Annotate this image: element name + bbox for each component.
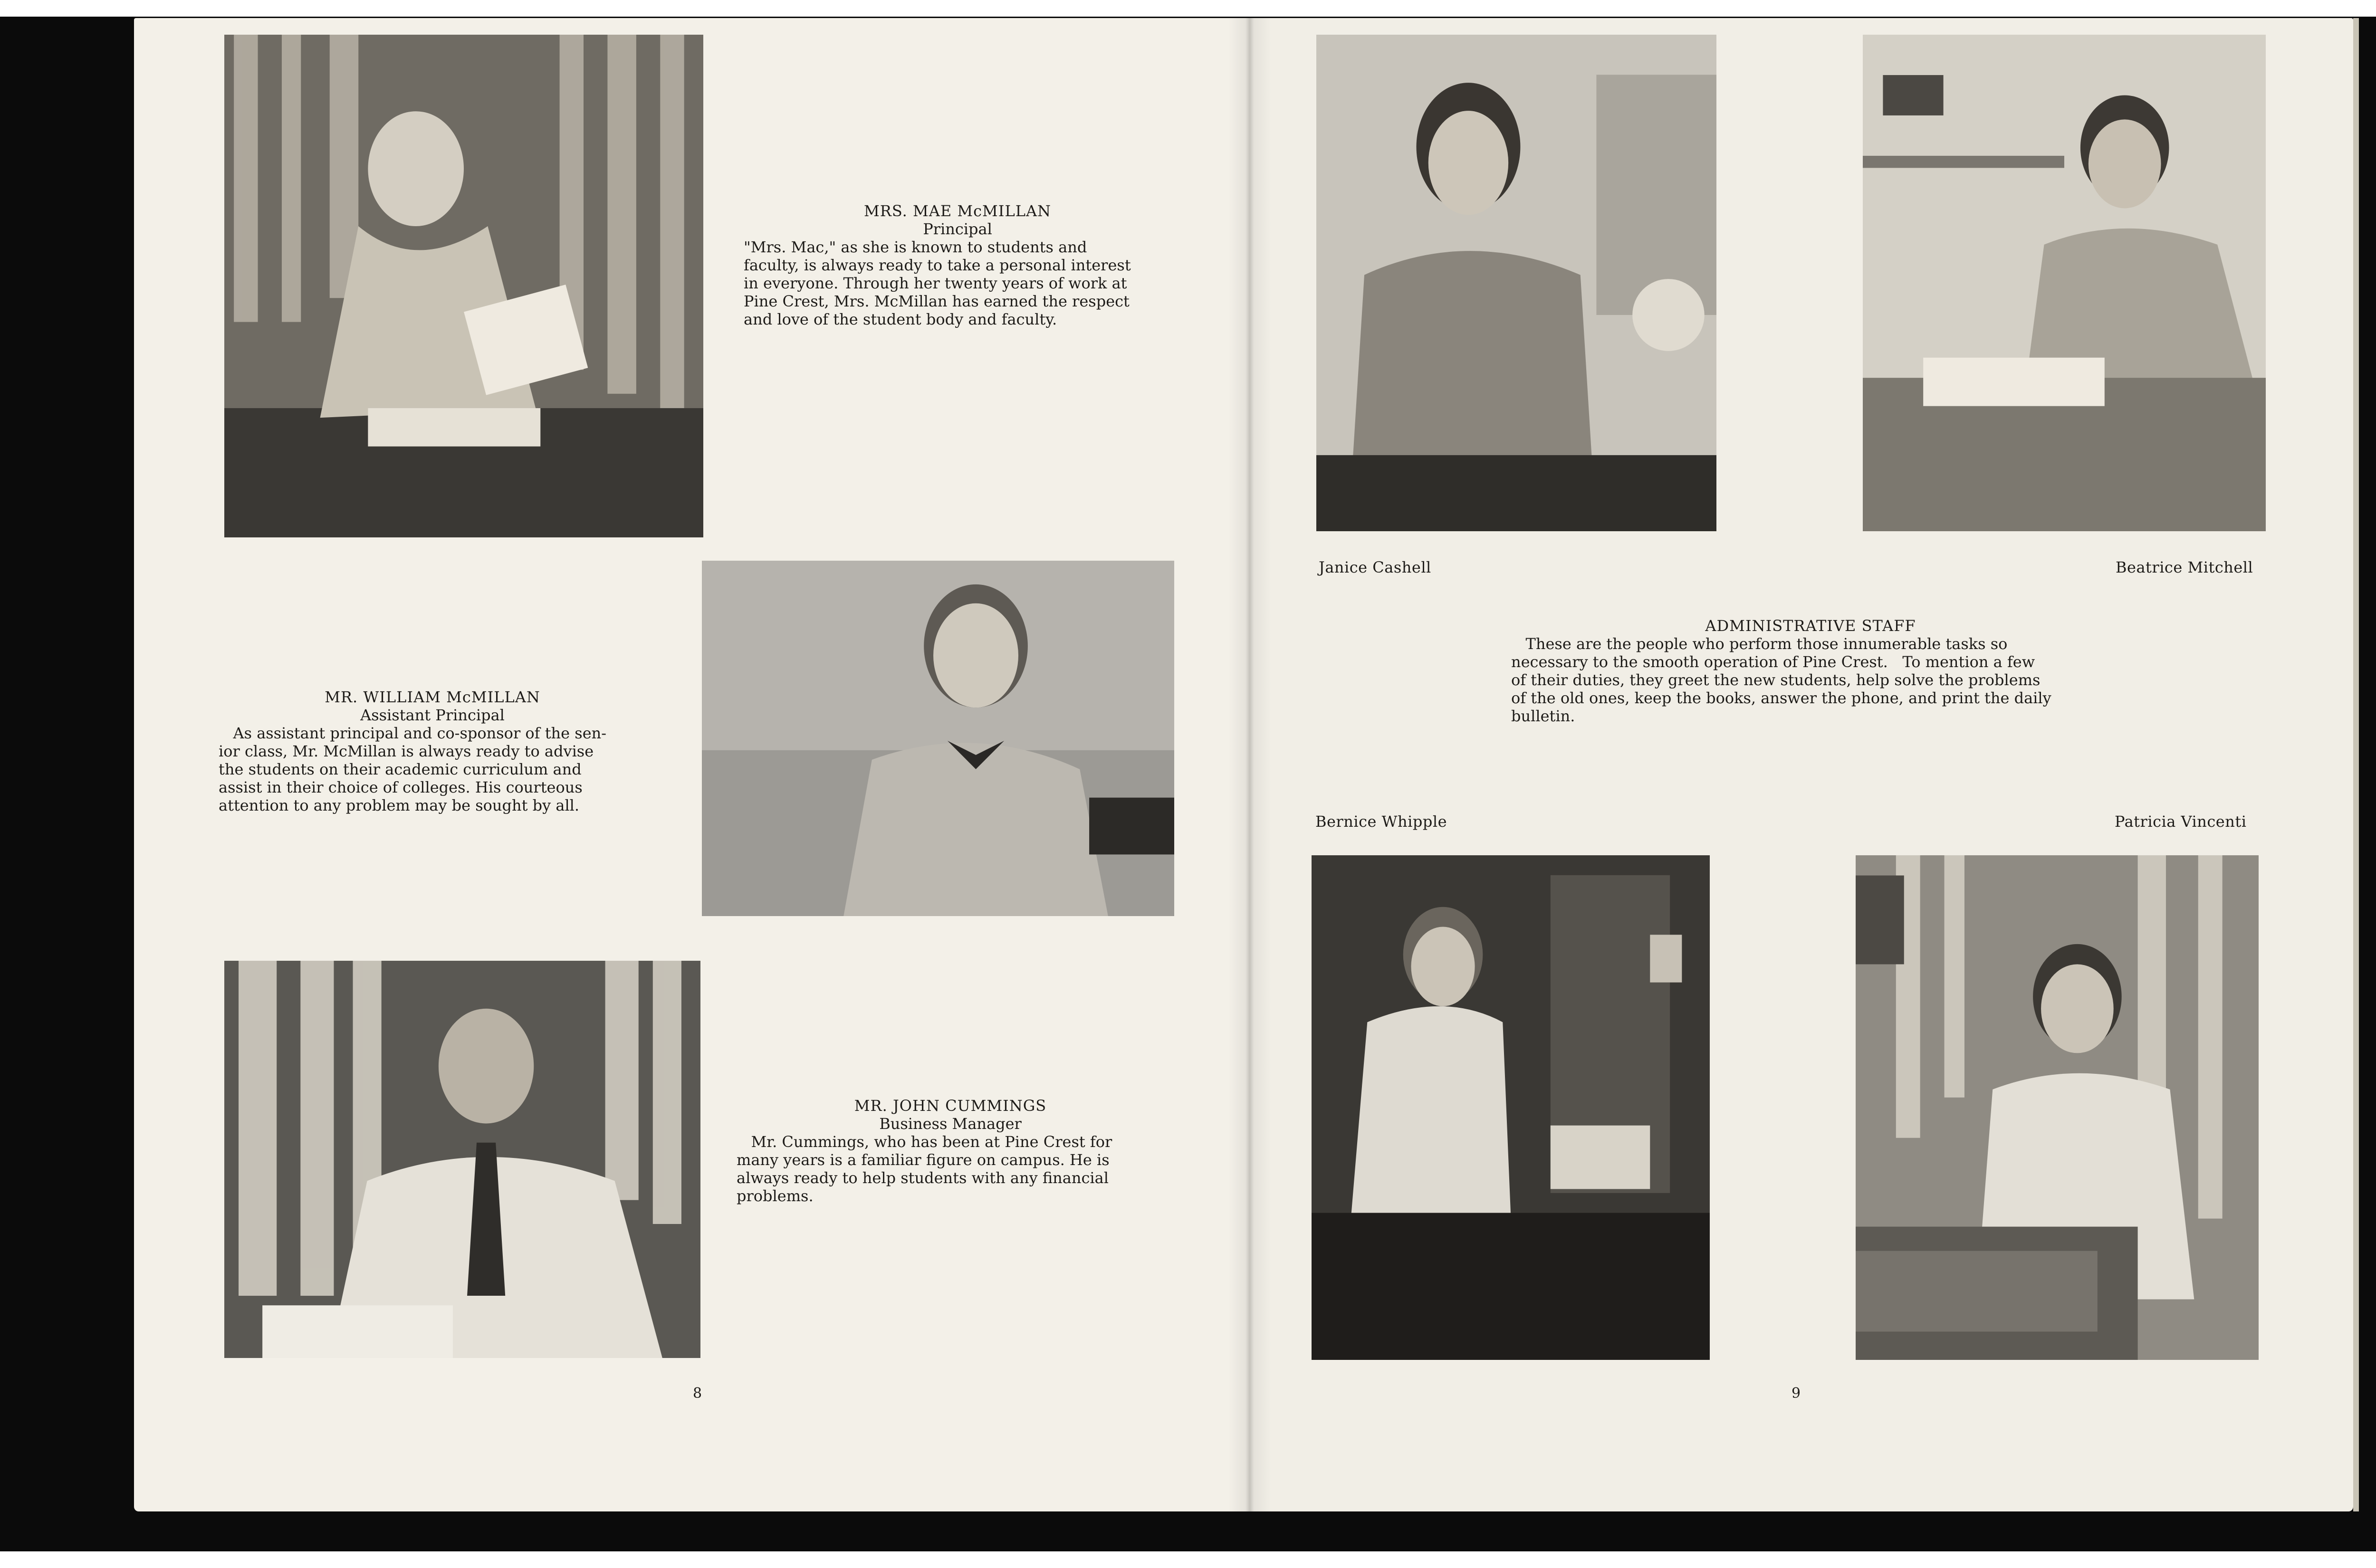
page-number-left: 8 (693, 1385, 702, 1402)
photo-mae-mcmillan (224, 35, 703, 537)
william-name: MR. WILLIAM McMILLAN (325, 688, 540, 706)
john-bio-line: always ready to help students with any financial (737, 1169, 1109, 1187)
book-gutter (1228, 18, 1271, 1511)
john-bio-line: Mr. Cummings, who has been at Pine Crest for (737, 1133, 1112, 1151)
admin-line: of their duties, they greet the new students, help solve the problems (1511, 671, 2041, 689)
photo-patricia-vincenti (1856, 855, 2259, 1360)
caption-patricia-vincenti: Patricia Vincenti (2115, 813, 2247, 831)
caption-beatrice-mitchell: Beatrice Mitchell (2116, 558, 2253, 576)
photo-bernice-whipple (1312, 855, 1710, 1360)
mae-title: Principal (923, 220, 992, 238)
photo-janice-cashell (1316, 35, 1716, 531)
william-bio-line: ior class, Mr. McMillan is always ready to advise (219, 742, 594, 760)
caption-bernice-whipple: Bernice Whipple (1315, 813, 1447, 831)
william-title: Assistant Principal (360, 706, 505, 724)
william-mcmillan-bio (219, 688, 646, 814)
william-bio-line: assist in their choice of colleges. His courteous (219, 778, 583, 796)
john-name: MR. JOHN CUMMINGS (854, 1097, 1047, 1115)
admin-line: These are the people who perform those innumerable tasks so (1511, 635, 2008, 653)
mae-bio-line: in everyone. Through her twenty years of work at (744, 274, 1127, 292)
administrative-staff-heading: ADMINISTRATIVE STAFF (1705, 617, 1916, 635)
mae-bio-line: Pine Crest, Mrs. McMillan has earned the respect (744, 292, 1130, 310)
william-bio-line: attention to any problem may be sought by all. (219, 796, 580, 814)
john-cummings-bio (737, 1097, 1164, 1205)
mae-mcmillan-bio (744, 202, 1171, 328)
mae-name: MRS. MAE McMILLAN (863, 202, 1052, 220)
mae-bio-line: faculty, is always ready to take a personal interest (744, 256, 1131, 274)
john-bio-line: many years is a familiar figure on campus. He is (737, 1151, 1110, 1169)
admin-line: bulletin. (1511, 707, 1575, 725)
john-title: Business Manager (879, 1115, 1022, 1133)
page-number-right: 9 (1792, 1385, 1801, 1402)
photo-beatrice-mitchell (1863, 35, 2266, 531)
mae-bio-line: "Mrs. Mac," as she is known to students and (744, 238, 1087, 256)
william-bio-line: As assistant principal and co-sponsor of the sen- (219, 724, 607, 742)
admin-line: necessary to the smooth operation of Pine Crest. To mention a few (1511, 653, 2035, 671)
john-bio-line: problems. (737, 1187, 814, 1205)
photo-john-cummings (224, 961, 700, 1358)
administrative-staff-text (1511, 617, 2110, 725)
page-edge (2353, 18, 2359, 1511)
caption-janice-cashell: Janice Cashell (1319, 558, 1431, 576)
mae-bio-line: and love of the student body and faculty. (744, 310, 1057, 328)
photo-william-mcmillan (702, 561, 1174, 916)
admin-line: of the old ones, keep the books, answer the phone, and print the daily (1511, 689, 2051, 707)
william-bio-line: the students on their academic curriculum and (219, 760, 582, 778)
